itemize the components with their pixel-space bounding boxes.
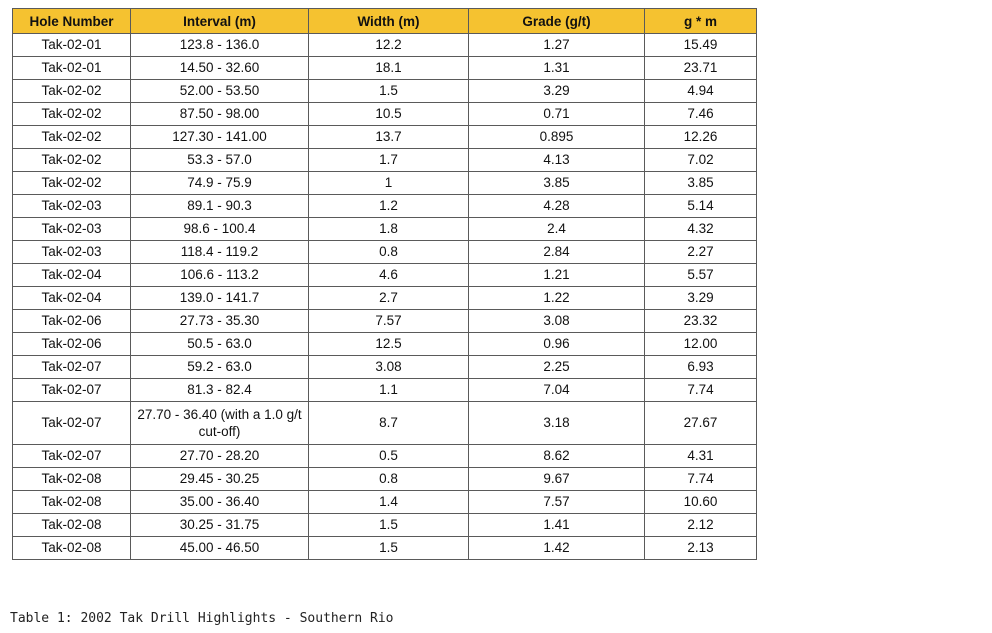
gram-meters-cell: 4.94 xyxy=(645,80,757,103)
grade-cell: 1.41 xyxy=(469,514,645,537)
interval-cell: 127.30 - 141.00 xyxy=(131,126,309,149)
interval-cell: 27.73 - 35.30 xyxy=(131,310,309,333)
hole-number-cell: Tak-02-01 xyxy=(13,57,131,80)
interval-cell: 14.50 - 32.60 xyxy=(131,57,309,80)
width-cell: 2.7 xyxy=(309,287,469,310)
grade-cell: 1.21 xyxy=(469,264,645,287)
interval-cell: 30.25 - 31.75 xyxy=(131,514,309,537)
gram-meters-cell: 2.27 xyxy=(645,241,757,264)
hole-number-cell: Tak-02-08 xyxy=(13,491,131,514)
grade-cell: 7.57 xyxy=(469,491,645,514)
table-row xyxy=(13,172,757,195)
grade-cell: 8.62 xyxy=(469,445,645,468)
table-body xyxy=(13,34,757,560)
interval-cell: 98.6 - 100.4 xyxy=(131,218,309,241)
gram-meters-cell: 15.49 xyxy=(645,34,757,57)
header-hole-number: Hole Number xyxy=(13,9,131,34)
interval-cell: 118.4 - 119.2 xyxy=(131,241,309,264)
interval-cell: 106.6 - 113.2 xyxy=(131,264,309,287)
interval-cell: 50.5 - 63.0 xyxy=(131,333,309,356)
interval-cell: 35.00 - 36.40 xyxy=(131,491,309,514)
hole-number-cell: Tak-02-07 xyxy=(13,356,131,379)
interval-cell: 139.0 - 141.7 xyxy=(131,287,309,310)
table-row xyxy=(13,126,757,149)
hole-number-cell: Tak-02-07 xyxy=(13,379,131,402)
width-cell: 1.5 xyxy=(309,514,469,537)
width-cell: 8.7 xyxy=(309,402,469,445)
interval-cell: 74.9 - 75.9 xyxy=(131,172,309,195)
width-cell: 1.5 xyxy=(309,80,469,103)
interval-cell: 29.45 - 30.25 xyxy=(131,468,309,491)
interval-cell: 81.3 - 82.4 xyxy=(131,379,309,402)
table-row xyxy=(13,402,757,445)
grade-cell: 3.08 xyxy=(469,310,645,333)
width-cell: 12.5 xyxy=(309,333,469,356)
width-cell: 1.8 xyxy=(309,218,469,241)
hole-number-cell: Tak-02-08 xyxy=(13,537,131,560)
interval-cell: 27.70 - 28.20 xyxy=(131,445,309,468)
interval-cell: 52.00 - 53.50 xyxy=(131,80,309,103)
table-row xyxy=(13,333,757,356)
hole-number-cell: Tak-02-08 xyxy=(13,514,131,537)
hole-number-cell: Tak-02-03 xyxy=(13,218,131,241)
width-cell: 13.7 xyxy=(309,126,469,149)
table-row xyxy=(13,468,757,491)
table-row xyxy=(13,149,757,172)
gram-meters-cell: 27.67 xyxy=(645,402,757,445)
width-cell: 12.2 xyxy=(309,34,469,57)
gram-meters-cell: 7.02 xyxy=(645,149,757,172)
table-row xyxy=(13,287,757,310)
grade-cell: 3.29 xyxy=(469,80,645,103)
width-cell: 1.1 xyxy=(309,379,469,402)
table-row xyxy=(13,445,757,468)
width-cell: 1.7 xyxy=(309,149,469,172)
gram-meters-cell: 7.74 xyxy=(645,379,757,402)
gram-meters-cell: 3.85 xyxy=(645,172,757,195)
width-cell: 1.4 xyxy=(309,491,469,514)
grade-cell: 2.4 xyxy=(469,218,645,241)
width-cell: 10.5 xyxy=(309,103,469,126)
grade-cell: 9.67 xyxy=(469,468,645,491)
gram-meters-cell: 2.12 xyxy=(645,514,757,537)
table-row xyxy=(13,514,757,537)
grade-cell: 2.84 xyxy=(469,241,645,264)
grade-cell: 1.27 xyxy=(469,34,645,57)
header-grade: Grade (g/t) xyxy=(469,9,645,34)
gram-meters-cell: 5.57 xyxy=(645,264,757,287)
interval-cell: 89.1 - 90.3 xyxy=(131,195,309,218)
interval-cell: 27.70 - 36.40 (with a 1.0 g/t cut-off) xyxy=(131,402,309,445)
width-cell: 1.5 xyxy=(309,537,469,560)
table-row xyxy=(13,491,757,514)
hole-number-cell: Tak-02-02 xyxy=(13,149,131,172)
grade-cell: 0.96 xyxy=(469,333,645,356)
grade-cell: 3.18 xyxy=(469,402,645,445)
table-row xyxy=(13,34,757,57)
gram-meters-cell: 2.13 xyxy=(645,537,757,560)
gram-meters-cell: 23.71 xyxy=(645,57,757,80)
width-cell: 3.08 xyxy=(309,356,469,379)
gram-meters-cell: 6.93 xyxy=(645,356,757,379)
hole-number-cell: Tak-02-02 xyxy=(13,126,131,149)
grade-cell: 4.13 xyxy=(469,149,645,172)
hole-number-cell: Tak-02-06 xyxy=(13,333,131,356)
header-interval: Interval (m) xyxy=(131,9,309,34)
hole-number-cell: Tak-02-04 xyxy=(13,264,131,287)
gram-meters-cell: 12.00 xyxy=(645,333,757,356)
hole-number-cell: Tak-02-02 xyxy=(13,172,131,195)
header-width: Width (m) xyxy=(309,9,469,34)
gram-meters-cell: 7.46 xyxy=(645,103,757,126)
hole-number-cell: Tak-02-06 xyxy=(13,310,131,333)
gram-meters-cell: 3.29 xyxy=(645,287,757,310)
grade-cell: 2.25 xyxy=(469,356,645,379)
grade-cell: 1.31 xyxy=(469,57,645,80)
gram-meters-cell: 23.32 xyxy=(645,310,757,333)
width-cell: 1.2 xyxy=(309,195,469,218)
gram-meters-cell: 12.26 xyxy=(645,126,757,149)
table-row xyxy=(13,241,757,264)
grade-cell: 7.04 xyxy=(469,379,645,402)
width-cell: 1 xyxy=(309,172,469,195)
table-row xyxy=(13,103,757,126)
interval-cell: 59.2 - 63.0 xyxy=(131,356,309,379)
width-cell: 7.57 xyxy=(309,310,469,333)
grade-cell: 4.28 xyxy=(469,195,645,218)
gram-meters-cell: 4.32 xyxy=(645,218,757,241)
table-row xyxy=(13,310,757,333)
interval-cell: 45.00 - 46.50 xyxy=(131,537,309,560)
header-gram-meters: g * m xyxy=(645,9,757,34)
interval-cell: 87.50 - 98.00 xyxy=(131,103,309,126)
hole-number-cell: Tak-02-07 xyxy=(13,445,131,468)
grade-cell: 0.895 xyxy=(469,126,645,149)
table-caption: Table 1: 2002 Tak Drill Highlights - Southern Rio xyxy=(10,611,394,626)
drill-highlights-table xyxy=(12,8,757,560)
table-row xyxy=(13,195,757,218)
table-row xyxy=(13,57,757,80)
gram-meters-cell: 10.60 xyxy=(645,491,757,514)
hole-number-cell: Tak-02-02 xyxy=(13,80,131,103)
hole-number-cell: Tak-02-03 xyxy=(13,195,131,218)
interval-cell: 53.3 - 57.0 xyxy=(131,149,309,172)
table-row xyxy=(13,379,757,402)
table-row xyxy=(13,80,757,103)
gram-meters-cell: 7.74 xyxy=(645,468,757,491)
hole-number-cell: Tak-02-04 xyxy=(13,287,131,310)
width-cell: 0.5 xyxy=(309,445,469,468)
grade-cell: 1.42 xyxy=(469,537,645,560)
hole-number-cell: Tak-02-03 xyxy=(13,241,131,264)
hole-number-cell: Tak-02-07 xyxy=(13,402,131,445)
grade-cell: 3.85 xyxy=(469,172,645,195)
table-row xyxy=(13,264,757,287)
table-row xyxy=(13,356,757,379)
hole-number-cell: Tak-02-01 xyxy=(13,34,131,57)
gram-meters-cell: 5.14 xyxy=(645,195,757,218)
width-cell: 0.8 xyxy=(309,468,469,491)
hole-number-cell: Tak-02-02 xyxy=(13,103,131,126)
header-row xyxy=(13,9,757,34)
gram-meters-cell: 4.31 xyxy=(645,445,757,468)
table-row xyxy=(13,218,757,241)
interval-cell: 123.8 - 136.0 xyxy=(131,34,309,57)
table-row xyxy=(13,537,757,560)
grade-cell: 0.71 xyxy=(469,103,645,126)
width-cell: 0.8 xyxy=(309,241,469,264)
width-cell: 18.1 xyxy=(309,57,469,80)
grade-cell: 1.22 xyxy=(469,287,645,310)
table-header xyxy=(13,9,757,34)
width-cell: 4.6 xyxy=(309,264,469,287)
hole-number-cell: Tak-02-08 xyxy=(13,468,131,491)
